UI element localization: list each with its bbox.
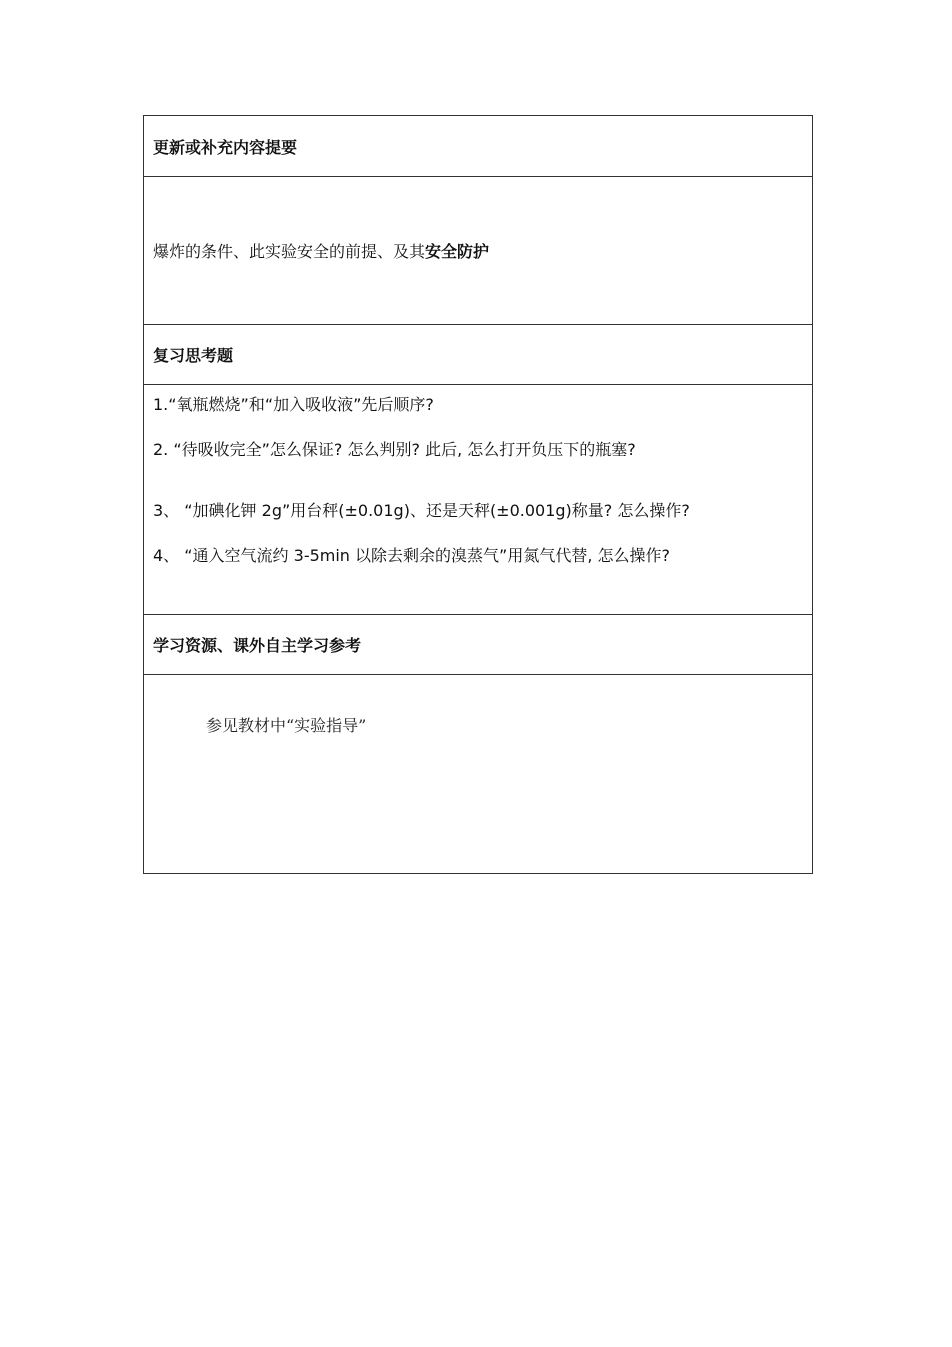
question-item: 4、 “通入空气流约 3-5min 以除去剩余的溴蒸气”用氮气代替, 怎么操作? bbox=[153, 546, 670, 565]
content-table bbox=[143, 115, 813, 874]
question-item: 3、 “加碘化钾 2g”用台秤(±0.01g)、还是天秤(±0.001g)称量? 怎么操作? bbox=[153, 501, 690, 520]
question-item: 1.“氧瓶燃烧”和“加入吸收液”先后顺序? bbox=[153, 395, 434, 414]
update-summary-header bbox=[144, 116, 812, 176]
update-summary-content bbox=[144, 176, 812, 324]
review-questions-header bbox=[144, 324, 812, 384]
question-item: 2. “待吸收完全”怎么保证? 怎么判别? 此后, 怎么打开负压下的瓶塞? bbox=[153, 440, 636, 459]
learning-resources-header-text: 学习资源、课外自主学习参考 bbox=[153, 636, 362, 655]
learning-resources-content bbox=[144, 674, 812, 873]
learning-resources-header bbox=[144, 614, 812, 674]
resources-reference-text: 参见教材中“实验指导” bbox=[206, 716, 367, 735]
update-summary-header-text: 更新或补充内容提要 bbox=[153, 137, 298, 157]
review-questions-list bbox=[144, 384, 812, 614]
summary-plain-text: 爆炸的条件、此实验安全的前提、及其 bbox=[153, 242, 426, 261]
review-questions-header-text: 复习思考题 bbox=[153, 346, 234, 365]
summary-bold-text: 安全防护 bbox=[425, 242, 490, 261]
summary-text bbox=[153, 239, 489, 262]
